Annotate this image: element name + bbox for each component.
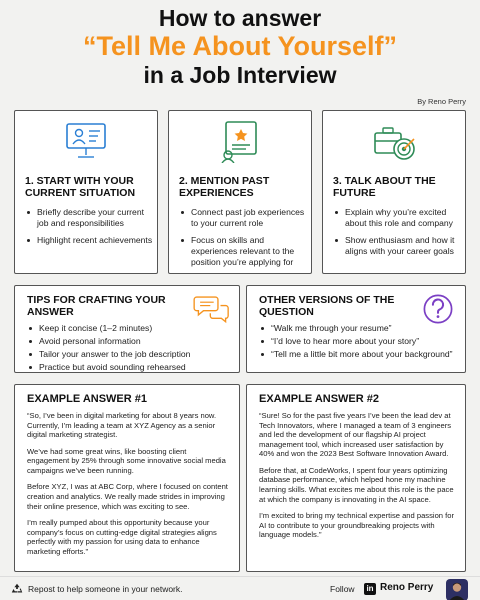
list-item: Practice but avoid sounding rehearsed	[27, 362, 190, 373]
repost-icon[interactable]	[10, 582, 24, 596]
achievement-board-icon	[218, 119, 262, 163]
example-answer	[27, 411, 229, 563]
title-line-3: in a Job Interview	[143, 61, 337, 88]
versions-card	[246, 285, 466, 373]
example-answer	[259, 411, 455, 547]
list-item: Highlight recent achievements	[25, 235, 155, 246]
answer-paragraph: “So, I’ve been in digital marketing for about 8 years now. Currently, I’m leading a team at XYZ Agency as a senior digital marketing strategist.	[27, 411, 217, 440]
step-bullets	[25, 207, 155, 252]
step-card-3	[322, 110, 466, 274]
tips-bullets	[27, 323, 190, 375]
briefcase-target-icon	[372, 119, 416, 163]
answer-paragraph: Before XYZ, I was at ABC Corp, where I focused on content creation and analytics. We really made strides in improving their online presence, which was exciting to see.	[27, 482, 228, 511]
versions-bullets	[259, 323, 453, 362]
list-item: Explain why you’re excited about this role and company	[333, 207, 463, 229]
step-title: 2. MENTION PAST EXPERIENCES	[179, 175, 270, 200]
answer-paragraph: “Sure! So for the past five years I’ve been the lead dev at Tech Innovators, where I managed a team of 3 engineers and led the development of our flagship AI project management tool, which increased user satisfaction by 40% and won the 2023 Best Software Innovation Award.	[259, 411, 452, 459]
answer-paragraph: I’m excited to bring my technical expertise and passion for AI to contribute to your groundbreaking projects with language models.”	[259, 511, 455, 540]
example-title: EXAMPLE ANSWER #2	[259, 393, 380, 405]
example-title: EXAMPLE ANSWER #1	[27, 393, 148, 405]
versions-title: OTHER VERSIONS OF THE QUESTION	[259, 294, 395, 319]
answer-paragraph: Before that, at CodeWorks, I spent four years optimizing database performance, which helped hone my machine learning skills. What excites me about this role is the pace at which the company is innovating in the AI space.	[259, 465, 454, 504]
step-bullets	[179, 207, 309, 274]
list-item: Avoid personal information	[27, 336, 190, 347]
answer-paragraph: We’ve had some great wins, like boosting client engagement by 25% through some innovative social media campaigns we’ve been running.	[27, 446, 226, 475]
question-mark-icon	[421, 292, 455, 326]
avatar-portrait-icon	[446, 579, 468, 600]
author-name[interactable]: Reno Perry	[380, 582, 434, 593]
step-card-2	[168, 110, 312, 274]
list-item: Focus on skills and experiences relevant to the position you’re applying for	[179, 235, 309, 268]
list-item: Connect past job experiences to your current role	[179, 207, 309, 229]
title	[0, 6, 480, 88]
chat-bubbles-icon	[193, 292, 231, 326]
linkedin-icon[interactable]: in	[364, 583, 376, 595]
list-item: Briefly describe your current job and responsibilities	[25, 207, 155, 229]
repost-text: Repost to help someone in your network.	[28, 584, 183, 594]
title-line-2: “Tell Me About Yourself”	[82, 31, 398, 62]
step-bullets	[333, 207, 463, 263]
list-item: “I’d love to hear more about your story”	[259, 336, 453, 347]
step-title: 3. TALK ABOUT THE FUTURE	[333, 175, 436, 200]
tips-title: TIPS FOR CRAFTING YOUR ANSWER	[27, 294, 166, 319]
title-line-1: How to answer	[158, 5, 322, 31]
list-item: “Tell me a little bit more about your background”	[259, 349, 453, 360]
avatar[interactable]	[446, 579, 468, 600]
list-item: “Walk me through your resume”	[259, 323, 453, 334]
follow-label[interactable]: Follow	[330, 584, 355, 594]
presentation-icon	[64, 119, 108, 163]
example-card-2	[246, 384, 466, 572]
list-item: Tailor your answer to the job description	[27, 349, 190, 360]
list-item: Show enthusiasm and how it aligns with your career goals	[333, 235, 463, 257]
step-card-1	[14, 110, 158, 274]
step-title: 1. START WITH YOUR CURRENT SITUATION	[25, 175, 136, 200]
tips-card	[14, 285, 240, 373]
list-item: Keep it concise (1–2 minutes)	[27, 323, 190, 334]
footer	[0, 576, 480, 600]
byline: By Reno Perry	[417, 97, 466, 106]
example-card-1	[14, 384, 240, 572]
answer-paragraph: I’m really pumped about this opportunity because your company’s focus on cutting-edge digital strategies aligns perfectly with my passion for using data to enhance marketing efforts.”	[27, 518, 217, 556]
